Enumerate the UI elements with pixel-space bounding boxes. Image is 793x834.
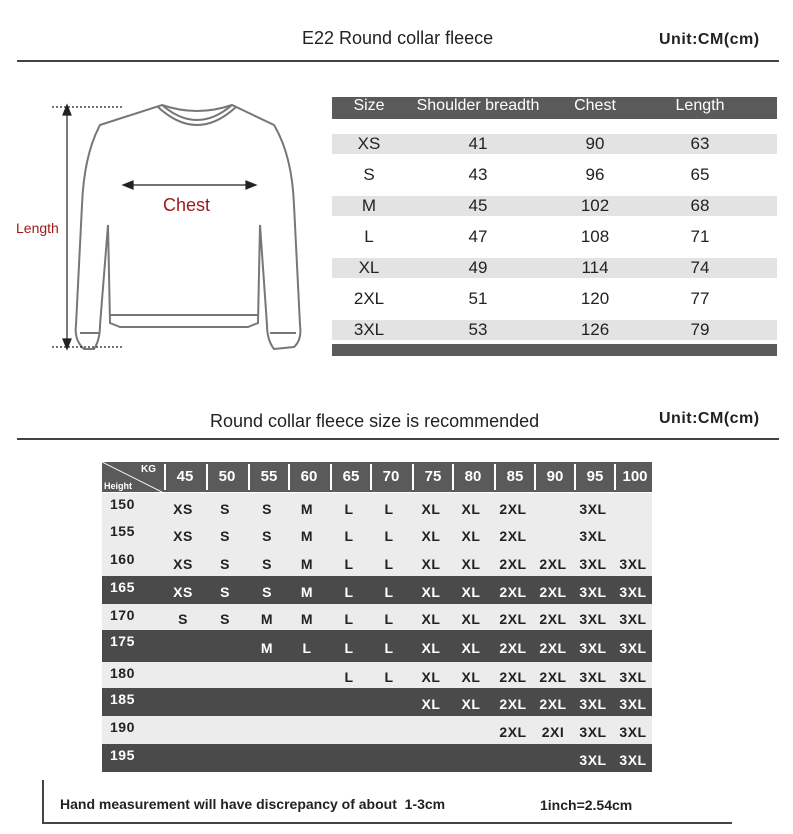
grid-row-height: 185 <box>110 691 135 707</box>
size-table-row <box>332 258 777 278</box>
grid-cell-size: XL <box>461 500 481 517</box>
size-table <box>332 97 777 339</box>
grid-cell-size: XL <box>421 528 441 544</box>
grid-row <box>102 688 652 716</box>
col-shoulder: Shoulder breadth <box>416 97 540 114</box>
grid-header-kg: 45 <box>164 464 204 490</box>
grid-cell-size: XL <box>461 584 481 600</box>
grid-cell-size: 3XL <box>579 556 607 572</box>
grid-cell-size: 2XL <box>539 640 567 656</box>
grid-row <box>102 493 652 520</box>
grid-header-kg: 60 <box>288 464 328 490</box>
cell-shoulder: 45 <box>468 196 488 215</box>
cell-shoulder: 41 <box>468 134 488 153</box>
grid-row <box>102 548 652 576</box>
grid-cell-size: XL <box>421 669 441 685</box>
grid-cell-size: XL <box>461 696 481 712</box>
grid-cell-size: 3XL <box>579 696 607 712</box>
grid-cell-size: M <box>260 640 274 656</box>
grid-header-kg: 100 <box>614 464 654 490</box>
cell-size: 2XL <box>353 289 385 308</box>
grid-cell-size: 2XL <box>499 556 527 572</box>
grid-cell-size: 3XL <box>579 500 607 517</box>
cell-chest: 108 <box>580 227 610 246</box>
grid-cell-size: M <box>300 528 314 544</box>
grid-cell-size: 3XL <box>579 640 607 656</box>
grid-cell-size: S <box>220 528 230 544</box>
grid-cell-size: XL <box>461 556 481 572</box>
grid-row-height: 155 <box>110 523 135 539</box>
grid-cell-size: L <box>344 611 354 627</box>
grid-cell-size: L <box>344 640 354 656</box>
chest-label: Chest <box>163 195 211 215</box>
grid-row <box>102 744 652 772</box>
recommend-title: Round collar fleece size is recommended <box>210 411 540 431</box>
grid-cell-size: L <box>384 640 394 656</box>
col-length: Length <box>675 97 725 114</box>
grid-cell-size: M <box>300 500 314 517</box>
grid-header-kg: 70 <box>370 464 410 490</box>
corner-height-label: Height <box>104 481 132 491</box>
cell-shoulder: 51 <box>468 289 488 308</box>
cell-size: S <box>363 165 375 184</box>
grid-row-height: 190 <box>110 719 135 735</box>
grid-cell-size: 3XL <box>579 669 607 685</box>
grid-cell-size: 3XL <box>579 584 607 600</box>
grid-cell-size: 3XL <box>619 752 647 768</box>
cell-length: 77 <box>690 289 710 308</box>
grid-cell-size: 3XL <box>619 724 647 740</box>
cell-length: 63 <box>690 134 710 153</box>
grid-cell-size: L <box>344 556 354 572</box>
grid-cell-size: XL <box>421 500 441 517</box>
cell-size: 3XL <box>353 320 385 339</box>
size-table-row <box>332 320 777 340</box>
grid-cell-size: 3XL <box>619 611 647 627</box>
grid-cell-size: L <box>344 500 354 517</box>
grid-cell-size: L <box>384 611 394 627</box>
grid-cell-size: 2XL <box>499 669 527 685</box>
grid-cell-size: XS <box>173 500 193 517</box>
grid-cell-size: L <box>384 528 394 544</box>
cell-chest: 126 <box>580 320 610 339</box>
cell-chest: 114 <box>581 258 609 277</box>
grid-header-kg: 80 <box>452 464 492 490</box>
grid-cell-size: S <box>262 556 272 572</box>
grid-cell-size: L <box>344 669 354 685</box>
grid-cell-size: 3XL <box>579 611 607 627</box>
grid-row-height: 180 <box>110 665 135 681</box>
grid-cell-size: 2XL <box>499 724 527 740</box>
cell-length: 68 <box>690 196 710 215</box>
grid-row <box>102 630 652 662</box>
grid-row <box>102 604 652 630</box>
grid-cell-size: XS <box>173 556 193 572</box>
grid-cell-size: 3XL <box>579 752 607 768</box>
grid-header-kg: 75 <box>412 464 452 490</box>
grid-row <box>102 520 652 548</box>
size-table-row <box>332 289 777 309</box>
grid-row-height: 160 <box>110 551 135 567</box>
page-title: E22 Round collar fleece <box>302 28 494 48</box>
cell-shoulder: 53 <box>468 320 488 339</box>
grid-cell-size: XS <box>173 584 193 600</box>
grid-cell-size: L <box>302 640 312 656</box>
grid-cell-size: 2XL <box>539 669 567 685</box>
size-table-row <box>332 165 777 185</box>
cell-chest: 90 <box>585 134 605 153</box>
grid-cell-size: 2XL <box>499 500 527 517</box>
grid-cell-size: 3XL <box>619 640 647 656</box>
grid-cell-size: L <box>384 669 394 685</box>
size-table-row <box>332 134 777 154</box>
grid-cell-size: L <box>384 500 394 517</box>
grid-cell-size: M <box>300 611 314 627</box>
unit-label: Unit:CM(cm) <box>659 31 760 48</box>
grid-cell-size: XL <box>461 669 481 685</box>
col-size: Size <box>353 97 385 114</box>
recommend-grid <box>102 462 652 772</box>
grid-cell-size: 2XL <box>499 528 527 544</box>
cell-shoulder: 47 <box>468 227 488 246</box>
cell-size: L <box>364 227 374 246</box>
grid-cell-size: M <box>300 556 314 572</box>
grid-cell-size: S <box>262 500 272 517</box>
recommend-divider <box>17 438 779 440</box>
grid-header-kg: 55 <box>248 464 288 490</box>
grid-cell-size: S <box>262 528 272 544</box>
grid-cell-size: 2XL <box>499 696 527 712</box>
grid-cell-size: 3XL <box>579 724 607 740</box>
grid-header-kg: 50 <box>206 464 246 490</box>
footer-note: Hand measurement will have discrepancy of about 1-3cm <box>60 796 446 812</box>
grid-cell-size: 2XL <box>499 640 527 656</box>
size-table-header <box>332 97 777 119</box>
grid-cell-size: 2XL <box>539 696 567 712</box>
grid-cell-size: S <box>262 584 272 600</box>
grid-cell-size: M <box>260 611 274 627</box>
cell-shoulder: 49 <box>468 258 488 277</box>
grid-cell-size: XL <box>461 528 481 544</box>
grid-cell-size: XL <box>421 640 441 656</box>
grid-cell-size: 3XL <box>619 556 647 572</box>
grid-cell-size: S <box>220 556 230 572</box>
grid-cell-size: S <box>220 611 230 627</box>
length-label: Length <box>16 220 59 236</box>
grid-row <box>102 576 652 604</box>
grid-cell-size: M <box>300 584 314 600</box>
cell-length: 71 <box>690 227 710 246</box>
grid-cell-size: 3XL <box>619 696 647 712</box>
corner-kg-label: KG <box>141 464 156 475</box>
cell-length: 74 <box>690 258 710 277</box>
grid-cell-size: XL <box>461 611 481 627</box>
grid-cell-size: 2XI <box>541 724 565 740</box>
grid-row-height: 165 <box>110 579 135 595</box>
cell-length: 65 <box>690 165 710 184</box>
cell-size: XL <box>358 258 380 277</box>
cell-size: M <box>361 196 377 215</box>
grid-row-height: 170 <box>110 607 135 623</box>
grid-cell-size: XL <box>421 696 441 712</box>
grid-row <box>102 662 652 688</box>
grid-row-height: 150 <box>110 496 135 512</box>
grid-cell-size: XL <box>421 611 441 627</box>
footer-conversion: 1inch=2.54cm <box>540 797 633 813</box>
cell-chest: 120 <box>580 289 610 308</box>
recommend-unit-label: Unit:CM(cm) <box>659 410 760 427</box>
grid-cell-size: L <box>384 584 394 600</box>
size-table-footer <box>332 344 777 356</box>
header-divider <box>17 60 779 62</box>
grid-cell-size: L <box>384 556 394 572</box>
grid-cell-size: 2XL <box>539 556 567 572</box>
grid-header-kg: 65 <box>330 464 370 490</box>
grid-cell-size: 2XL <box>539 584 567 600</box>
cell-chest: 102 <box>580 196 610 215</box>
grid-corner <box>102 462 162 492</box>
cell-size: XS <box>357 134 381 153</box>
footer-bracket <box>42 780 44 824</box>
grid-cell-size: XL <box>461 640 481 656</box>
col-chest: Chest <box>574 97 616 114</box>
grid-header-kg: 95 <box>574 464 614 490</box>
grid-cell-size: L <box>344 584 354 600</box>
grid-cell-size: S <box>178 611 188 627</box>
grid-cell-size: 2XL <box>539 611 567 627</box>
grid-cell-size: 2XL <box>499 611 527 627</box>
grid-cell-size: XS <box>173 528 193 544</box>
grid-header-kg: 85 <box>494 464 534 490</box>
cell-length: 79 <box>690 320 710 339</box>
grid-row <box>102 716 652 744</box>
grid-cell-size: XL <box>421 584 441 600</box>
grid-cell-size: L <box>344 528 354 544</box>
grid-row-height: 195 <box>110 747 135 763</box>
cell-chest: 96 <box>585 165 605 184</box>
grid-cell-size: 3XL <box>579 528 607 544</box>
grid-cell-size: XL <box>421 556 441 572</box>
size-table-row <box>332 196 777 216</box>
grid-cell-size: 3XL <box>619 669 647 685</box>
cell-shoulder: 43 <box>468 165 488 184</box>
grid-header-kg: 90 <box>534 464 574 490</box>
grid-cell-size: 3XL <box>619 584 647 600</box>
grid-cell-size: S <box>220 500 230 517</box>
size-table-row <box>332 227 777 247</box>
footer-bracket-bottom <box>42 822 732 824</box>
grid-cell-size: S <box>220 584 230 600</box>
grid-cell-size: 2XL <box>499 584 527 600</box>
grid-row-height: 175 <box>110 633 135 649</box>
